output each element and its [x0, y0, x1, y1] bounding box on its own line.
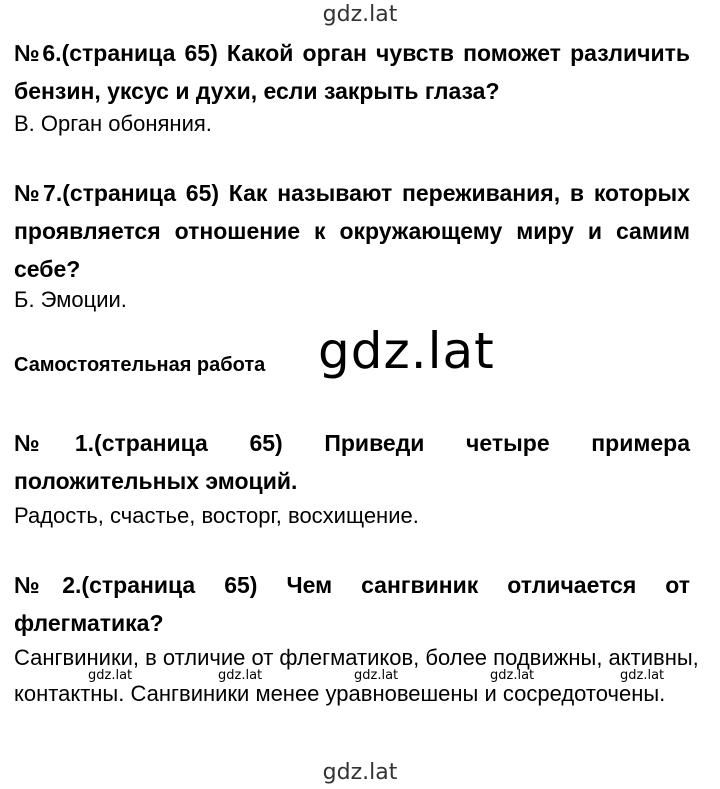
- answer-6: В. Орган обоняния.: [14, 111, 212, 136]
- answer-7: Б. Эмоции.: [14, 287, 127, 312]
- question-7: №7.(страница 65) Как называют переживания, в которых проявляется отношение к окружающему миру и самим себе?: [14, 180, 690, 282]
- watermark-center: gdz.lat: [318, 322, 495, 380]
- watermark-small-1: gdz.lat: [88, 668, 133, 683]
- task-1-question: №1.(страница 65) Приведи четыре примера положительных эмоций.: [14, 430, 690, 494]
- watermark-top: gdz.lat: [322, 2, 398, 27]
- watermark-small-4: gdz.lat: [490, 668, 535, 683]
- task-1-answer: Радость, счастье, восторг, восхищение.: [14, 503, 419, 528]
- watermark-small-2: gdz.lat: [218, 668, 263, 683]
- task-2-question: №2.(страница 65) Чем сангвиник отличается от флегматика?: [14, 572, 690, 636]
- watermark-bottom: gdz.lat: [322, 760, 398, 785]
- section-title: Самостоятельная работа: [14, 354, 266, 376]
- watermark-small-5: gdz.lat: [620, 668, 665, 683]
- question-6: №6.(страница 65) Какой орган чувств поможет различить бензин, уксус и духи, если закрыть глаза?: [14, 40, 690, 104]
- watermark-small-3: gdz.lat: [354, 668, 399, 683]
- task-2-answer: Сангвиники, в отличие от флегматиков, более подвижны, активны, контактны. Сангвиники менее уравновешены и сосредоточены.: [14, 645, 699, 706]
